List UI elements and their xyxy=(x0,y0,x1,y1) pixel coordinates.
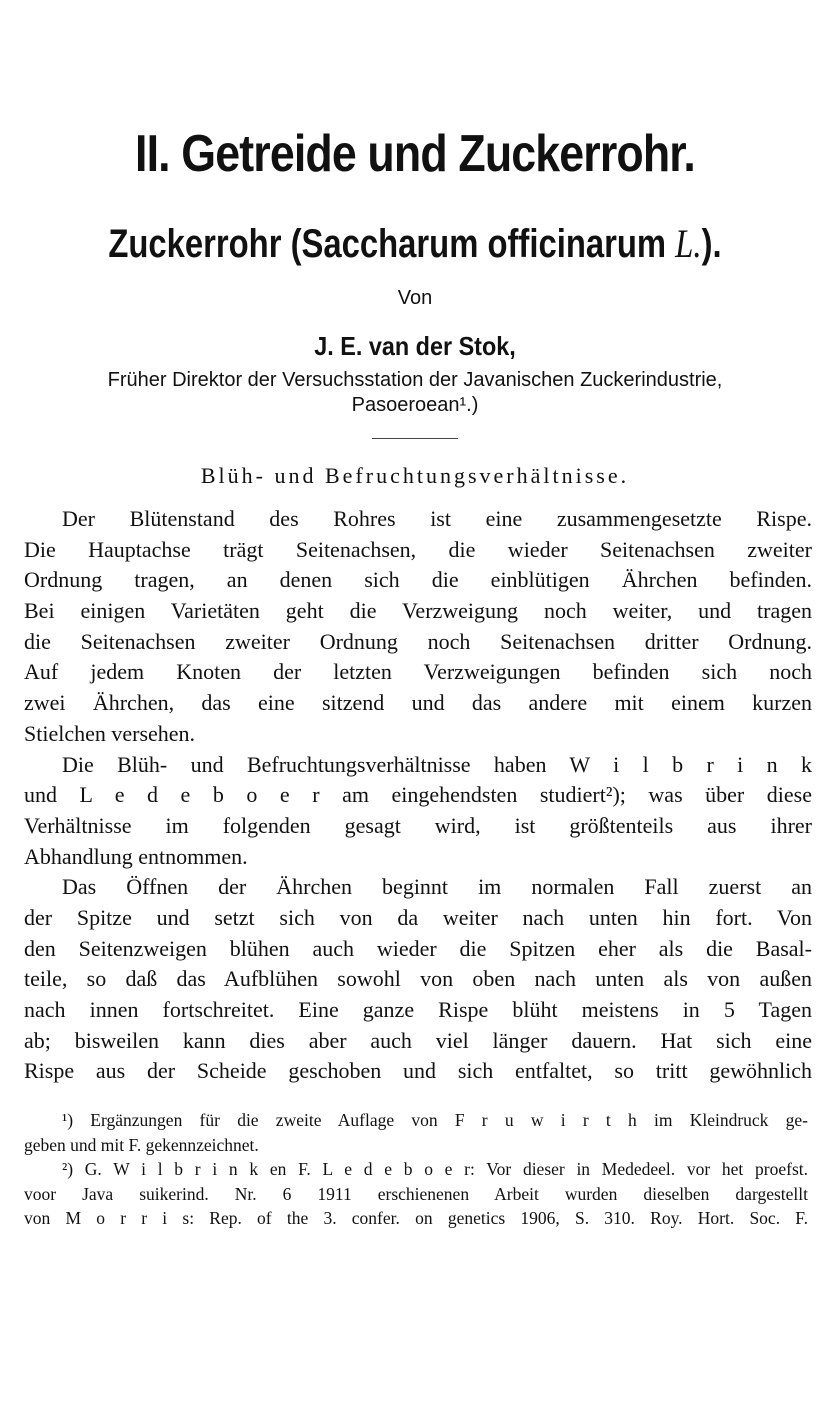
affiliation-line-1: Früher Direktor der Versuchsstation der Javanischen Zuckerindustrie, xyxy=(107,369,723,391)
body-line: die Seitenachsen zweiter Ordnung noch Seitenachsen dritter Ordnung. xyxy=(24,628,812,654)
body-line: Der Blütenstand des Rohres ist eine zusammengesetzte Rispe. xyxy=(62,506,812,531)
body-line: den Seitenzweigen blühen auch wieder die Spitzen eher als die Basal- xyxy=(24,935,812,961)
body-line: Rispe aus der Scheide geschoben und sich entfaltet, so tritt gewöhnlich xyxy=(24,1058,812,1084)
body-text xyxy=(24,504,812,1087)
body-line: ab; bisweilen kann dies aber auch viel länger dauern. Hat sich eine xyxy=(24,1027,812,1053)
body-line: Auf jedem Knoten der letzten Verzweigungen befinden sich noch xyxy=(24,659,812,685)
body-line: Das Öffnen der Ährchen beginnt im normalen Fall zuerst an xyxy=(62,874,812,900)
title-divider xyxy=(372,438,458,439)
body-line: Verhältnisse im folgenden gesagt wird, ist größtenteils aus ihrer xyxy=(24,812,812,838)
author-affiliation xyxy=(0,368,830,418)
chapter-title: II. Getreide und Zuckerrohr. xyxy=(135,125,695,183)
body-line: teile, so daß das Aufblühen sowohl von oben nach unten als von außen xyxy=(24,966,812,992)
subtitle-close: ). xyxy=(701,222,722,266)
body-line: nach innen fortschreitet. Eine ganze Rispe blüht meistens in 5 Tagen xyxy=(24,997,812,1022)
body-line: Abhandlung entnommen. xyxy=(24,843,248,869)
affiliation-line-2: Pasoeroean¹.) xyxy=(351,394,479,416)
subtitle xyxy=(75,216,756,272)
author-name: J. E. van der Stok, xyxy=(314,331,516,361)
body-line: Die Blüh- und Befruchtungsverhältnisse haben W i l b r i n k xyxy=(62,751,812,777)
footnotes xyxy=(24,1108,808,1231)
body-line: Ordnung tragen, an denen sich die einblütigen Ährchen befinden. xyxy=(24,567,812,593)
footnote-line: geben und mit F. gekennzeichnet. xyxy=(24,1134,259,1155)
footnote-line: von M o r r i s: Rep. of the 3. confer. on genetics 1906, S. 310. Roy. Hort. Soc. F. xyxy=(24,1208,808,1228)
subtitle-author-abbrev: L. xyxy=(675,221,702,266)
body-line: der Spitze und setzt sich von da weiter nach unten hin fort. Von xyxy=(24,904,812,930)
subtitle-main: Zuckerrohr (Saccharum officinarum xyxy=(108,222,676,266)
body-line: zwei Ährchen, das eine sitzend und das andere mit einem kurzen xyxy=(24,690,812,716)
body-line: Stielchen versehen. xyxy=(24,720,196,746)
footnote-line: ²) G. W i l b r i n k en F. L e d e b o e r: Vor dieser in Mededeel. vor het proefst. xyxy=(62,1159,808,1179)
body-line: Bei einigen Varietäten geht die Verzweigung noch weiter, und tragen xyxy=(24,598,812,624)
section-heading: Blüh- und Befruchtungsverhältnisse. xyxy=(200,463,630,488)
body-line: Die Hauptachse trägt Seitenachsen, die wieder Seitenachsen zweiter xyxy=(24,536,812,562)
body-line: und L e d e b o e r am eingehendsten studiert²); was über diese xyxy=(24,782,812,808)
footnote-line: voor Java suikerind. Nr. 6 1911 erschienenen Arbeit wurden dieselben dargestellt xyxy=(24,1183,808,1204)
footnote-line: ¹) Ergänzungen für die zweite Auflage von F r u w i r t h im Kleindruck ge- xyxy=(62,1110,808,1130)
byline-von: Von xyxy=(397,287,433,309)
